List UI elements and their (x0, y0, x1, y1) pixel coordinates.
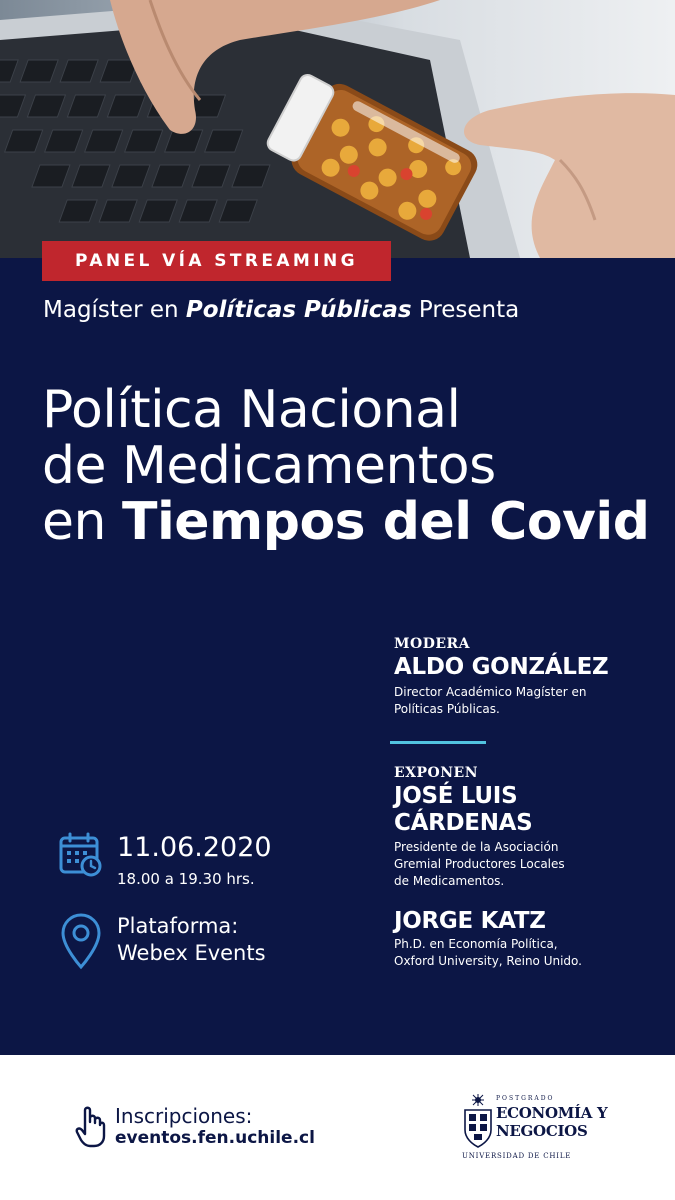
moderator-role-1: Director Académico Magíster en (394, 685, 587, 699)
presenter-prefix: Magíster en (43, 297, 186, 323)
logo-line-2: NEGOCIOS (496, 1122, 588, 1140)
logo-line-1: ECONOMÍA Y (496, 1104, 608, 1122)
speaker-1-role-3: de Medicamentos. (394, 874, 505, 888)
event-hours: 18.00 a 19.30 hrs. (117, 870, 255, 888)
logo-postgrado: POSTGRADO (496, 1095, 555, 1102)
speaker-1-role-2: Gremial Productores Locales (394, 857, 565, 871)
speaker-2-role-2: Oxford University, Reino Unido. (394, 954, 582, 968)
speakers-heading: EXPONEN (394, 765, 479, 781)
registration-link[interactable]: eventos.fen.uchile.cl (115, 1128, 315, 1148)
speaker-1-role-1: Presidente de la Asociación (394, 840, 559, 854)
platform-label: Plataforma: (117, 914, 239, 938)
calendar-icon (58, 832, 104, 882)
hero-photo (0, 0, 675, 258)
event-title (42, 382, 649, 550)
university-crest-icon (462, 1092, 494, 1150)
speaker-1-name-line-2: CÁRDENAS (394, 810, 533, 836)
presenter-line (43, 297, 519, 323)
logo-line-3: UNIVERSIDAD DE CHILE (462, 1152, 572, 1160)
program-name: Políticas Públicas (185, 297, 412, 323)
speaker-1-name-line-1: JOSÉ LUIS (394, 783, 518, 809)
platform-name: Webex Events (117, 941, 266, 965)
event-platform (117, 913, 266, 967)
title-line-3-prefix: en (42, 492, 122, 552)
hero-illustration (0, 0, 675, 258)
title-line-3-bold: Tiempos del Covid (121, 492, 650, 552)
speaker-2-name: JORGE KATZ (394, 908, 546, 934)
registration-label: Inscripciones: (115, 1104, 253, 1128)
streaming-tag: PANEL VÍA STREAMING (42, 241, 391, 281)
moderator-name: ALDO GONZÁLEZ (394, 654, 609, 680)
speakers-block (394, 765, 664, 970)
moderator-block (394, 636, 664, 718)
moderator-heading: MODERA (394, 636, 471, 652)
speaker-2-role-1: Ph.D. en Economía Política, (394, 937, 558, 951)
hand-pointer-icon (75, 1104, 107, 1152)
presenter-suffix: Presenta (411, 297, 520, 323)
title-line-2: de Medicamentos (42, 436, 496, 496)
title-line-3 (42, 494, 649, 550)
location-pin-icon (60, 912, 102, 974)
moderator-role-2: Políticas Públicas. (394, 702, 500, 716)
title-line-1: Política Nacional (42, 380, 461, 440)
section-divider (390, 741, 486, 744)
university-logo (462, 1092, 608, 1166)
event-date: 11.06.2020 (117, 832, 272, 863)
